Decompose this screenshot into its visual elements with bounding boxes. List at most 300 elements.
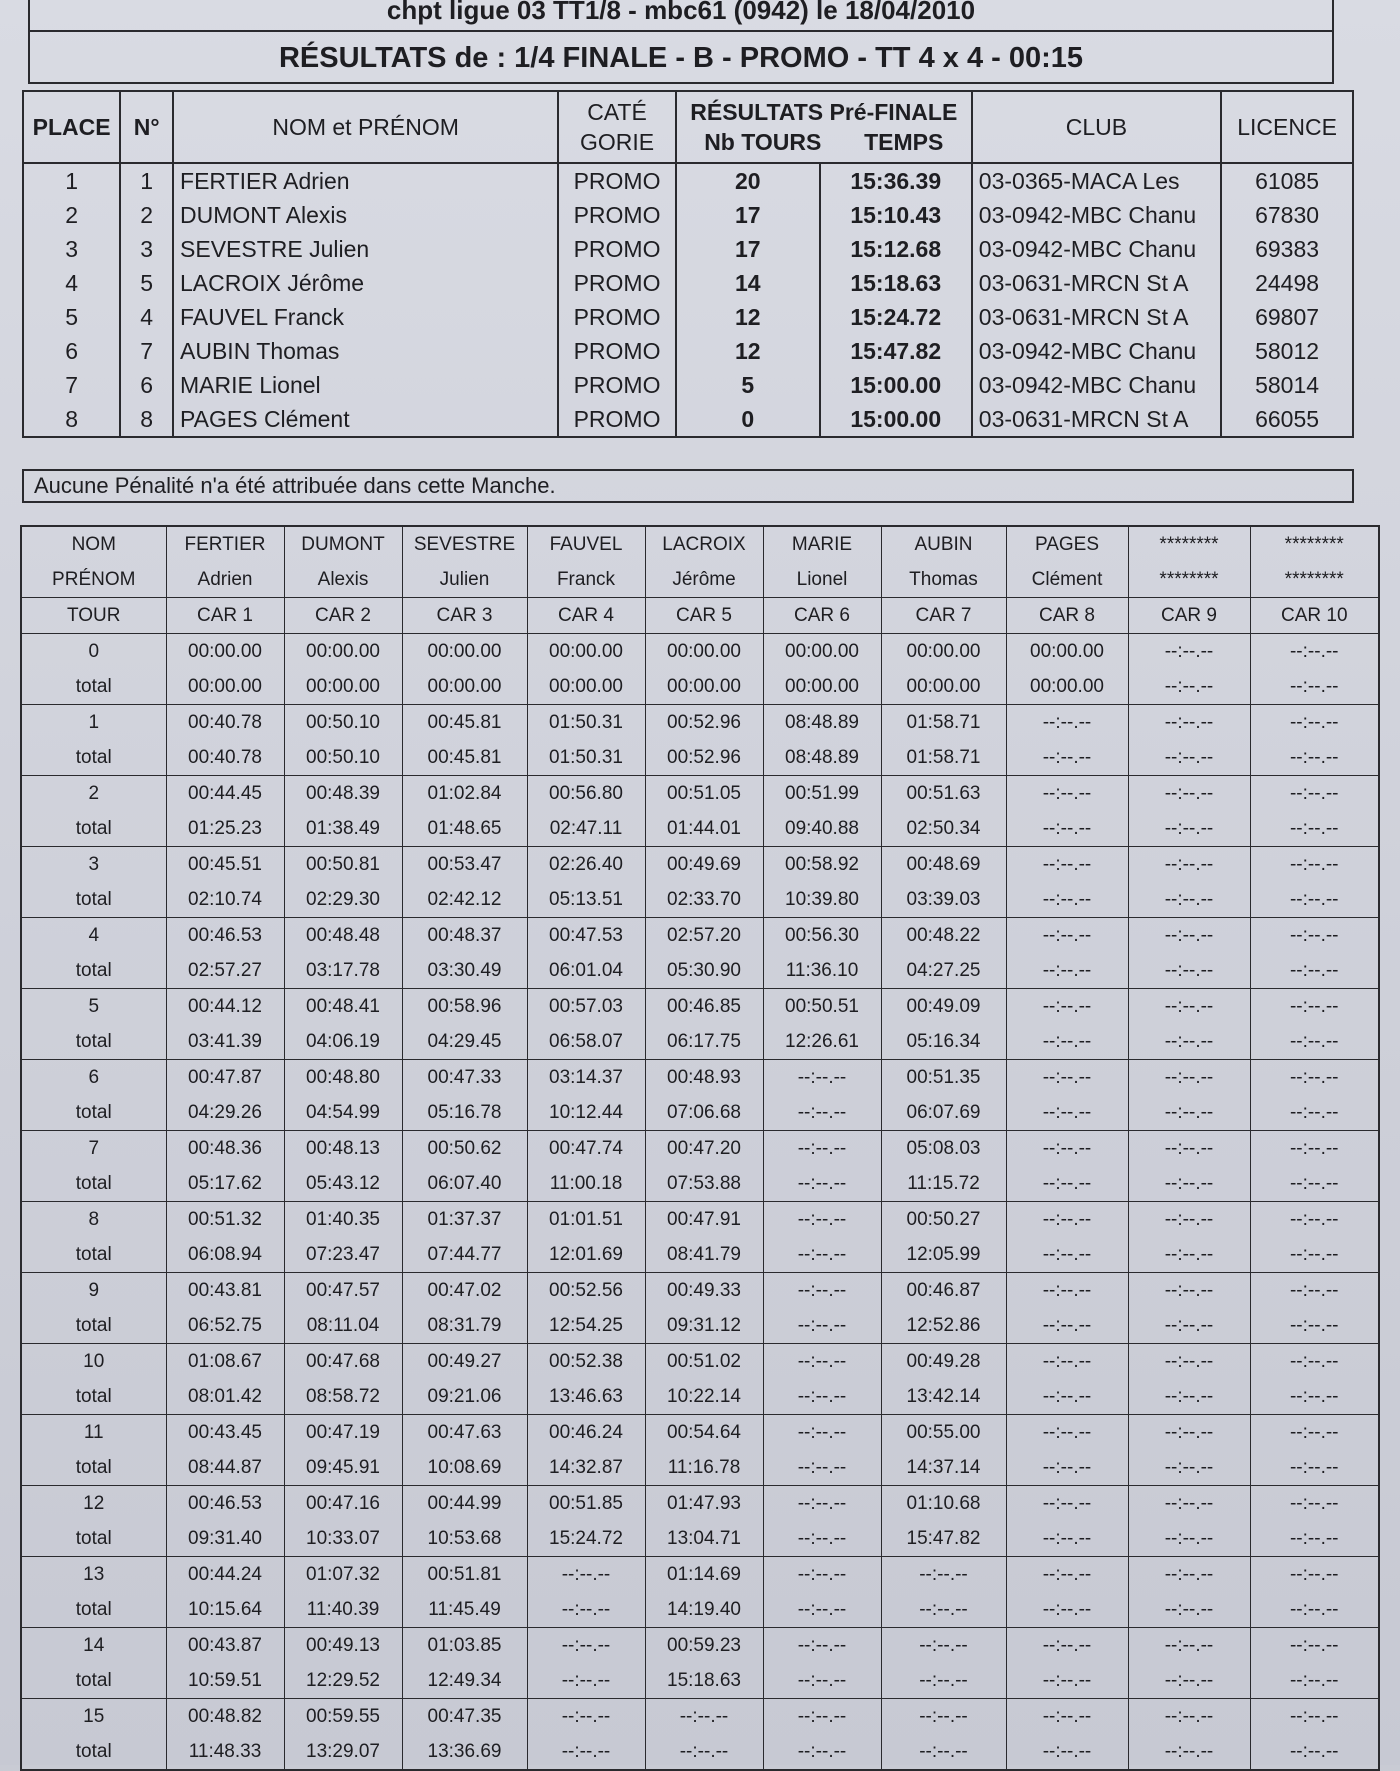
total-time: --:--.-- [1006,1308,1128,1344]
total-time: --:--.-- [1128,953,1250,989]
lap-time: 00:50.10 [284,705,402,741]
lap-time: 00:43.45 [166,1415,284,1451]
laps-label-nom: NOM [21,526,166,562]
total-time: 11:40.39 [284,1592,402,1628]
lap-time: 00:49.69 [645,847,763,883]
result-licence: 69383 [1221,232,1353,266]
total-time: --:--.-- [881,1592,1006,1628]
result-place: 2 [23,198,120,232]
driver-nom: ******** [1250,526,1379,562]
total-time: 02:57.27 [166,953,284,989]
total-time: 02:29.30 [284,882,402,918]
result-name: LACROIX Jérôme [173,266,558,300]
total-time: 12:26.61 [763,1024,881,1060]
total-time: --:--.-- [1128,1379,1250,1415]
lap-time: 00:47.53 [527,918,645,954]
lap-number: 8 [21,1202,166,1238]
driver-car: CAR 3 [402,598,527,634]
result-number: 3 [120,232,173,266]
total-time: 15:18.63 [645,1663,763,1699]
result-nb-tours: 12 [676,334,820,368]
total-time: --:--.-- [1006,1734,1128,1770]
total-time: 09:21.06 [402,1379,527,1415]
total-time: --:--.-- [1006,1166,1128,1202]
lap-number: 4 [21,918,166,954]
total-time: 12:01.69 [527,1237,645,1273]
driver-nom: DUMONT [284,526,402,562]
lap-time: --:--.-- [527,1628,645,1664]
lap-time: --:--.-- [1006,847,1128,883]
lap-row [21,989,1379,1025]
total-time: --:--.-- [763,1734,881,1770]
total-label: total [21,1095,166,1131]
driver-prenom: Alexis [284,562,402,598]
total-label: total [21,1379,166,1415]
total-time: --:--.-- [763,1379,881,1415]
col-category-line2: GORIE [579,129,655,155]
lap-time: --:--.-- [645,1699,763,1735]
lap-time: 00:51.02 [645,1344,763,1380]
result-category: PROMO [558,163,676,198]
result-temps: 15:36.39 [820,163,972,198]
result-nb-tours: 0 [676,402,820,437]
total-row [21,1521,1379,1557]
result-club: 03-0631-MRCN St A [972,266,1221,300]
lap-time: 01:01.51 [527,1202,645,1238]
total-time: --:--.-- [1250,1592,1379,1628]
total-time: 01:38.49 [284,811,402,847]
lap-time: --:--.-- [763,1344,881,1380]
result-name: MARIE Lionel [173,368,558,402]
lap-time: --:--.-- [1006,776,1128,812]
total-time: 10:15.64 [166,1592,284,1628]
result-licence: 58012 [1221,334,1353,368]
lap-time: 00:45.51 [166,847,284,883]
lap-time: 00:51.99 [763,776,881,812]
total-time: --:--.-- [1250,1379,1379,1415]
lap-time: 00:55.00 [881,1415,1006,1451]
total-time: 08:31.79 [402,1308,527,1344]
total-time: 05:43.12 [284,1166,402,1202]
total-time: 11:16.78 [645,1450,763,1486]
result-row [23,232,1353,266]
lap-time: 00:48.22 [881,918,1006,954]
total-time: --:--.-- [1128,740,1250,776]
total-time: 05:16.78 [402,1095,527,1131]
col-number: N° [120,91,173,163]
result-row [23,163,1353,198]
driver-nom: AUBIN [881,526,1006,562]
total-time: 14:37.14 [881,1450,1006,1486]
total-time: 10:12.44 [527,1095,645,1131]
lap-time: 01:40.35 [284,1202,402,1238]
total-time: 01:44.01 [645,811,763,847]
result-place: 7 [23,368,120,402]
result-category: PROMO [558,198,676,232]
lap-time: 00:48.82 [166,1699,284,1735]
lap-time: 00:48.37 [402,918,527,954]
result-number: 6 [120,368,173,402]
penalty-note: Aucune Pénalité n'a été attribuée dans cette Manche. [22,469,1354,503]
lap-time: 00:00.00 [1006,634,1128,670]
total-time: --:--.-- [1250,882,1379,918]
total-time: --:--.-- [763,1166,881,1202]
lap-time: 01:10.68 [881,1486,1006,1522]
total-time: 01:48.65 [402,811,527,847]
lap-time: 00:50.62 [402,1131,527,1167]
lap-time: 00:51.63 [881,776,1006,812]
lap-time: --:--.-- [763,1202,881,1238]
lap-number: 9 [21,1273,166,1309]
result-temps: 15:00.00 [820,368,972,402]
lap-time: --:--.-- [1250,1628,1379,1664]
lap-time: --:--.-- [1250,1273,1379,1309]
col-category [558,91,676,163]
result-place: 3 [23,232,120,266]
result-category: PROMO [558,266,676,300]
lap-time: --:--.-- [1006,1344,1128,1380]
result-temps: 15:47.82 [820,334,972,368]
total-time: --:--.-- [1128,1450,1250,1486]
total-time: 00:00.00 [1006,669,1128,705]
result-category: PROMO [558,300,676,334]
total-time: --:--.-- [1128,1024,1250,1060]
lap-time: --:--.-- [1250,1557,1379,1593]
total-time: 15:47.82 [881,1521,1006,1557]
total-time: 07:53.88 [645,1166,763,1202]
result-name: SEVESTRE Julien [173,232,558,266]
lap-time: 00:59.23 [645,1628,763,1664]
lap-time: --:--.-- [1128,1273,1250,1309]
total-time: --:--.-- [1128,1521,1250,1557]
total-time: 06:17.75 [645,1024,763,1060]
total-time: 12:52.86 [881,1308,1006,1344]
lap-time: --:--.-- [1250,1699,1379,1735]
lap-time: 00:47.16 [284,1486,402,1522]
lap-time: --:--.-- [1006,918,1128,954]
lap-time: 00:49.13 [284,1628,402,1664]
total-row [21,1237,1379,1273]
result-licence: 67830 [1221,198,1353,232]
total-time: 13:29.07 [284,1734,402,1770]
lap-time: --:--.-- [763,1131,881,1167]
total-time: 08:58.72 [284,1379,402,1415]
total-label: total [21,1734,166,1770]
result-row [23,402,1353,437]
total-row [21,1308,1379,1344]
total-time: 00:00.00 [284,669,402,705]
driver-nom: FERTIER [166,526,284,562]
driver-prenom: ******** [1250,562,1379,598]
total-time: --:--.-- [763,1663,881,1699]
driver-car: CAR 7 [881,598,1006,634]
total-time: 06:08.94 [166,1237,284,1273]
total-time: 10:08.69 [402,1450,527,1486]
lap-time: 00:58.92 [763,847,881,883]
lap-time: --:--.-- [1128,847,1250,883]
total-time: --:--.-- [1250,1663,1379,1699]
total-label: total [21,1237,166,1273]
lap-time: --:--.-- [1128,1557,1250,1593]
lap-time: --:--.-- [1128,1699,1250,1735]
driver-car: CAR 2 [284,598,402,634]
lap-time: 00:49.33 [645,1273,763,1309]
col-pre-final-title: RÉSULTATS Pré-FINALE [690,99,958,125]
lap-time: --:--.-- [1128,705,1250,741]
total-time: 02:42.12 [402,882,527,918]
lap-time: --:--.-- [1250,1415,1379,1451]
total-time: --:--.-- [1250,669,1379,705]
total-time: 01:58.71 [881,740,1006,776]
total-time: --:--.-- [881,1663,1006,1699]
lap-row [21,1273,1379,1309]
driver-car: CAR 4 [527,598,645,634]
total-label: total [21,740,166,776]
lap-time: 00:48.48 [284,918,402,954]
lap-time: 00:52.38 [527,1344,645,1380]
laps-header-prenom-row [21,562,1379,598]
result-club: 03-0942-MBC Chanu [972,198,1221,232]
total-label: total [21,1521,166,1557]
total-time: --:--.-- [1250,1308,1379,1344]
lap-number: 6 [21,1060,166,1096]
lap-number: 3 [21,847,166,883]
lap-row [21,1202,1379,1238]
total-time: 03:30.49 [402,953,527,989]
lap-time: 01:03.85 [402,1628,527,1664]
total-time: --:--.-- [1128,1734,1250,1770]
lap-time: 00:00.00 [284,634,402,670]
total-time: --:--.-- [1006,953,1128,989]
total-time: 09:40.88 [763,811,881,847]
total-time: 09:31.40 [166,1521,284,1557]
total-time: --:--.-- [881,1734,1006,1770]
total-time: 10:53.68 [402,1521,527,1557]
total-time: 03:41.39 [166,1024,284,1060]
lap-time: --:--.-- [1250,1486,1379,1522]
total-time: 08:41.79 [645,1237,763,1273]
lap-time: 00:48.93 [645,1060,763,1096]
lap-time: 00:43.87 [166,1628,284,1664]
total-row [21,811,1379,847]
results-table [22,90,1354,438]
total-time: --:--.-- [763,1521,881,1557]
total-row [21,1663,1379,1699]
lap-time: 00:49.09 [881,989,1006,1025]
result-row [23,368,1353,402]
total-time: 00:00.00 [166,669,284,705]
total-time: --:--.-- [1006,1237,1128,1273]
total-time: 13:04.71 [645,1521,763,1557]
laps-header-nom-row [21,526,1379,562]
total-row [21,1450,1379,1486]
lap-time: 00:47.57 [284,1273,402,1309]
lap-time: 00:49.28 [881,1344,1006,1380]
total-time: 02:10.74 [166,882,284,918]
col-pre-final [676,91,972,163]
lap-time: --:--.-- [1250,1344,1379,1380]
result-nb-tours: 17 [676,232,820,266]
result-name: FERTIER Adrien [173,163,558,198]
lap-time: 01:47.93 [645,1486,763,1522]
lap-time: --:--.-- [1250,918,1379,954]
lap-time: 00:51.85 [527,1486,645,1522]
total-row [21,740,1379,776]
lap-time: --:--.-- [881,1557,1006,1593]
lap-row [21,634,1379,670]
result-licence: 61085 [1221,163,1353,198]
total-time: 00:52.96 [645,740,763,776]
lap-number: 10 [21,1344,166,1380]
lap-time: --:--.-- [763,1557,881,1593]
lap-time: --:--.-- [763,1699,881,1735]
lap-time: 00:48.69 [881,847,1006,883]
lap-time: --:--.-- [1006,1628,1128,1664]
results-title: RÉSULTATS de : 1/4 FINALE - B - PROMO - TT 4 x 4 - 00:15 [278,42,1084,74]
lap-time: 00:58.96 [402,989,527,1025]
total-time: 06:52.75 [166,1308,284,1344]
col-licence: LICENCE [1221,91,1353,163]
lap-time: 00:46.53 [166,918,284,954]
total-time: 12:05.99 [881,1237,1006,1273]
lap-row [21,1415,1379,1451]
driver-prenom: Adrien [166,562,284,598]
lap-time: 00:44.45 [166,776,284,812]
driver-car: CAR 10 [1250,598,1379,634]
result-number: 8 [120,402,173,437]
lap-time: --:--.-- [1006,1415,1128,1451]
lap-time: 00:56.80 [527,776,645,812]
lap-time: 01:37.37 [402,1202,527,1238]
total-time: --:--.-- [527,1663,645,1699]
total-row [21,669,1379,705]
lap-time: --:--.-- [1006,1486,1128,1522]
result-nb-tours: 20 [676,163,820,198]
total-time: 11:00.18 [527,1166,645,1202]
lap-row [21,1699,1379,1735]
lap-time: 00:47.35 [402,1699,527,1735]
lap-time: 01:14.69 [645,1557,763,1593]
lap-number: 7 [21,1131,166,1167]
lap-row [21,1486,1379,1522]
total-time: 00:00.00 [527,669,645,705]
driver-car: CAR 9 [1128,598,1250,634]
lap-time: 00:48.13 [284,1131,402,1167]
lap-time: --:--.-- [1250,847,1379,883]
total-row [21,1379,1379,1415]
total-time: --:--.-- [1250,1095,1379,1131]
driver-nom: ******** [1128,526,1250,562]
result-number: 2 [120,198,173,232]
lap-time: 00:46.85 [645,989,763,1025]
event-title: chpt ligue 03 TT1/8 - mbc61 (0942) le 18/04/2010 [30,0,1332,32]
total-time: --:--.-- [1006,811,1128,847]
lap-time: 00:46.87 [881,1273,1006,1309]
lap-time: 02:57.20 [645,918,763,954]
total-time: 05:13.51 [527,882,645,918]
result-name: AUBIN Thomas [173,334,558,368]
driver-prenom: Clément [1006,562,1128,598]
lap-time: --:--.-- [1006,1060,1128,1096]
total-time: --:--.-- [1128,1308,1250,1344]
total-time: --:--.-- [1006,1663,1128,1699]
total-time: --:--.-- [1250,1521,1379,1557]
total-time: 07:44.77 [402,1237,527,1273]
total-time: --:--.-- [763,1450,881,1486]
result-category: PROMO [558,232,676,266]
lap-time: --:--.-- [1006,705,1128,741]
total-time: 08:44.87 [166,1450,284,1486]
lap-time: --:--.-- [763,1273,881,1309]
lap-time: --:--.-- [763,1415,881,1451]
total-time: --:--.-- [763,1095,881,1131]
lap-time: 00:44.12 [166,989,284,1025]
lap-time: 00:00.00 [763,634,881,670]
total-label: total [21,1308,166,1344]
result-licence: 24498 [1221,266,1353,300]
total-time: --:--.-- [1006,1379,1128,1415]
laps-body [21,526,1379,1770]
lap-time: --:--.-- [1006,1557,1128,1593]
total-time: --:--.-- [1006,1592,1128,1628]
result-licence: 58014 [1221,368,1353,402]
result-number: 1 [120,163,173,198]
total-row [21,1166,1379,1202]
lap-time: 00:50.27 [881,1202,1006,1238]
lap-time: 01:02.84 [402,776,527,812]
result-row [23,300,1353,334]
total-time: 06:07.69 [881,1095,1006,1131]
total-time: --:--.-- [1250,1237,1379,1273]
lap-time: 00:47.02 [402,1273,527,1309]
total-time: 12:29.52 [284,1663,402,1699]
total-time: 06:07.40 [402,1166,527,1202]
lap-time: 00:43.81 [166,1273,284,1309]
result-name: PAGES Clément [173,402,558,437]
total-time: 00:45.81 [402,740,527,776]
driver-nom: MARIE [763,526,881,562]
result-club: 03-0631-MRCN St A [972,402,1221,437]
total-time: --:--.-- [1006,1024,1128,1060]
lap-row [21,918,1379,954]
driver-car: CAR 6 [763,598,881,634]
total-time: 14:19.40 [645,1592,763,1628]
total-row [21,1095,1379,1131]
lap-time: --:--.-- [1128,1486,1250,1522]
header-box [28,0,1334,84]
total-time: 11:45.49 [402,1592,527,1628]
total-time: --:--.-- [1128,1237,1250,1273]
lap-number: 5 [21,989,166,1025]
lap-time: 00:56.30 [763,918,881,954]
total-time: 13:36.69 [402,1734,527,1770]
laps-label-prenom: PRÉNOM [21,562,166,598]
total-time: 00:50.10 [284,740,402,776]
result-nb-tours: 14 [676,266,820,300]
total-time: 10:33.07 [284,1521,402,1557]
result-nb-tours: 12 [676,300,820,334]
lap-time: --:--.-- [1128,918,1250,954]
total-time: 12:54.25 [527,1308,645,1344]
lap-number: 15 [21,1699,166,1735]
lap-time: 00:47.68 [284,1344,402,1380]
laps-table [20,525,1380,1771]
total-label: total [21,811,166,847]
lap-time: 00:46.24 [527,1415,645,1451]
lap-number: 1 [21,705,166,741]
lap-time: --:--.-- [763,1060,881,1096]
total-time: --:--.-- [1128,1095,1250,1131]
